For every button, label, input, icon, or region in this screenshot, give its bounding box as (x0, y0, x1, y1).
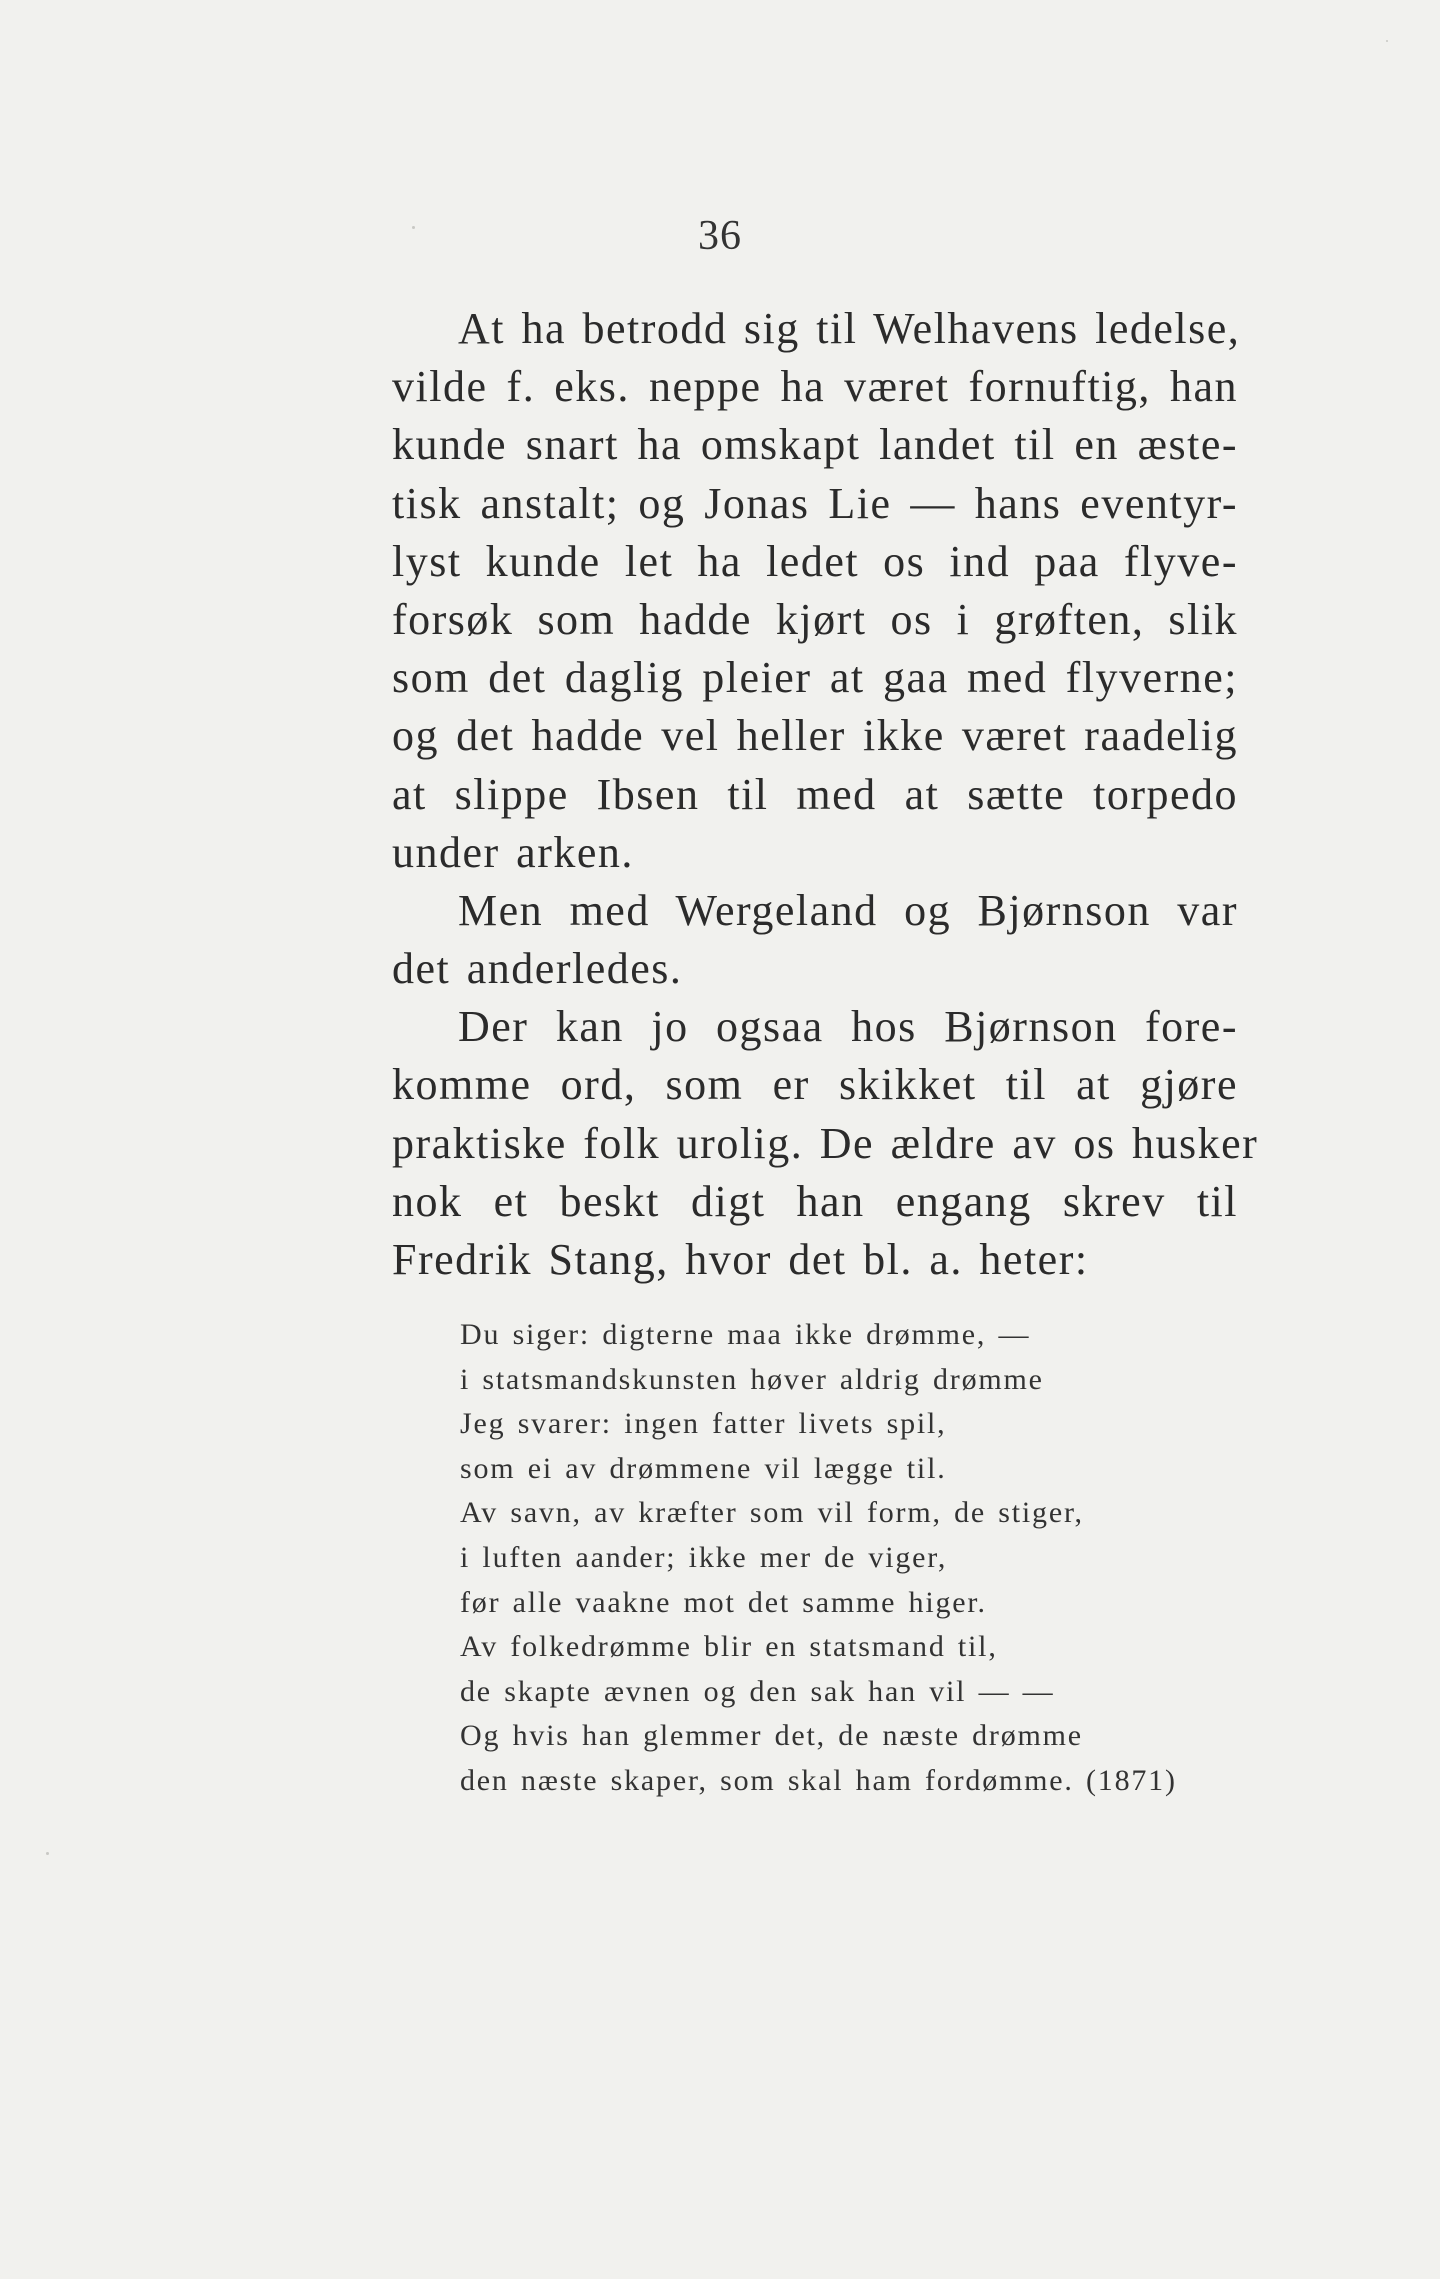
poem-line: Av savn, av kræfter som vil form, de stiger, (460, 1496, 1084, 1530)
paper-speck (1386, 40, 1388, 42)
poem-line: i statsmandskunsten høver aldrig drømme (460, 1362, 1044, 1396)
paper-speck (46, 1852, 49, 1855)
prose-line: at slippe Ibsen til med at sætte torpedo (392, 769, 1238, 819)
poem-quote (460, 1313, 1220, 1804)
poem-line: Av folkedrømme blir en statsmand til, (460, 1630, 998, 1664)
poem-line: de skapte ævnen og den sak han vil — — (460, 1674, 1055, 1708)
paper-speck (412, 226, 415, 229)
poem-line: den næste skaper, som skal ham fordømme. (1871) (460, 1763, 1177, 1797)
prose-line: kunde snart ha omskapt landet til en æste- (392, 420, 1238, 470)
prose-line: Der kan jo ogsaa hos Bjørnson fore- (458, 1002, 1238, 1052)
prose-line: komme ord, som er skikket til at gjøre (392, 1060, 1238, 1110)
poem-line: som ei av drømmene vil lægge til. (460, 1451, 947, 1485)
poem-line: Og hvis han glemmer det, de næste drømme (460, 1719, 1083, 1753)
prose-line: praktiske folk urolig. De ældre av os husker (392, 1118, 1259, 1168)
poem-line: i luften aander; ikke mer de viger, (460, 1540, 948, 1574)
prose-line: vilde f. eks. neppe ha været fornuftig, han (392, 362, 1238, 412)
prose-line: det anderledes. (392, 944, 683, 994)
prose-line: forsøk som hadde kjørt os i grøften, slik (392, 594, 1238, 644)
prose-line: under arken. (392, 827, 634, 877)
prose-line: som det daglig pleier at gaa med flyverne; (392, 653, 1238, 703)
prose-line: tisk anstalt; og Jonas Lie — hans eventyr- (392, 478, 1238, 528)
body-text (392, 300, 1259, 1289)
prose-line: Men med Wergeland og Bjørnson var (458, 885, 1238, 935)
poem-line: Jeg svarer: ingen fatter livets spil, (460, 1407, 947, 1441)
prose-line: Fredrik Stang, hvor det bl. a. heter: (392, 1235, 1089, 1284)
page-number: 36 (698, 213, 742, 259)
poem-line: før alle vaakne mot det samme higer. (460, 1585, 987, 1619)
prose-line: At ha betrodd sig til Welhavens ledelse, (458, 304, 1241, 353)
poem-line: Du siger: digterne maa ikke drømme, — (460, 1318, 1031, 1351)
prose-line: lyst kunde let ha ledet os ind paa flyve- (392, 536, 1238, 586)
prose-line: nok et beskt digt han engang skrev til (392, 1176, 1238, 1226)
prose-line: og det hadde vel heller ikke været raadelig (392, 711, 1238, 761)
